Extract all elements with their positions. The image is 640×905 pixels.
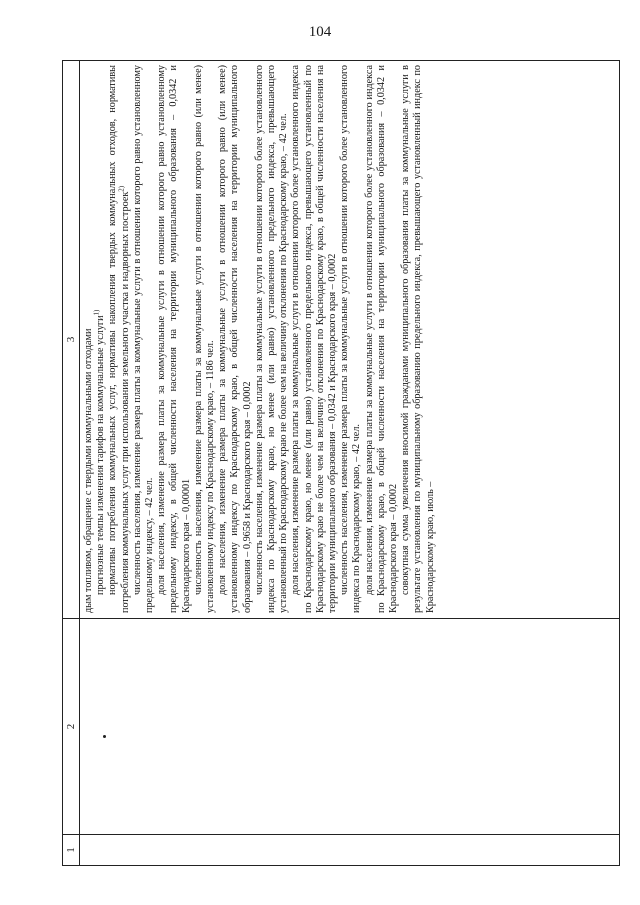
paragraph-text: дым топливом, обращение с твердыми коммунальными отходами <box>83 328 94 613</box>
table-paragraph <box>254 65 291 613</box>
table-paragraph <box>364 65 401 613</box>
paragraph-text: нормативы потребления коммунальных услуг, нормативы накопления твердых коммунальных отходов, нормативы потребления коммунальных услуг при использовании земельного участка и надворных построек <box>107 65 131 613</box>
paragraph-text: численность населения, изменение размера платы за коммунальные услуги в отношении которого более установленного индекса по Краснодарскому краю, – 42 чел. <box>339 65 363 613</box>
column-3-content <box>83 65 615 613</box>
data-table <box>62 60 620 866</box>
table-paragraph <box>193 65 217 613</box>
paragraph-text: доля населения, изменение размера платы за коммунальные услуги в отношении которого более установленного индекса по Краснодарскому краю, но менее (или равно) установленного предельного индекса, превышающего установленный по Краснодарскому краю не более чем на величину отклонения по Краснодарскому краю, в общей численности населения на территории муниципального образования – 0,0342 и Краснодарского края – 0,0002 <box>290 65 339 613</box>
header-col-1: 1 <box>65 847 77 853</box>
footnote-mark: 1) <box>92 309 101 316</box>
page-number: 104 <box>308 24 332 40</box>
paragraph-text: численность населения, изменение размера платы за коммунальные услуги в отношении которого более установленного индекса по Краснодарскому краю, но менее (или равно) установленного предельного индекса, превышающего установленный по Краснодарскому краю не более чем на величину отклонения по Краснодарскому краю, – 42 чел. <box>253 65 290 613</box>
table-paragraph <box>217 65 254 613</box>
table-paragraph <box>400 65 437 613</box>
paragraph-text: доля населения, изменение размера платы за коммунальные услуги в отношении которого равно (или менее) установленному индексу по Краснодарскому краю, в общей численности населения на территории муниципального образования – 0,9658 и Краснодарского края – 0,0002 <box>217 65 253 613</box>
paragraph-text: численность населения, изменение размера платы за коммунальные услуги в отношении которого равно (или менее) установленному индексу по Краснодарскому краю, – 1186 чел. <box>192 65 217 613</box>
table-rotation-frame <box>62 60 620 866</box>
table-paragraph <box>83 65 95 613</box>
rotated-table <box>62 60 620 866</box>
column-divider-2 <box>63 618 619 619</box>
table-paragraph <box>339 65 363 613</box>
table-paragraph <box>290 65 339 613</box>
table-paragraph <box>92 65 107 613</box>
scan-dot-mark <box>103 735 106 738</box>
paragraph-text: численность населения, изменение размера платы за коммунальные услуги в отношении которого равно установленному предельному индексу, – 42 чел. <box>131 65 156 613</box>
paragraph-text: совокупная сумма увеличения вносимой гражданами муниципального образования платы за коммунальные услуги в результате установления по муниципальному образованию предельного индекса, превышающего установленный индекс по Краснодарскому краю, июль – <box>400 65 436 613</box>
column-divider-1 <box>63 834 619 835</box>
table-paragraph <box>132 65 156 613</box>
table-paragraph <box>107 65 131 613</box>
paragraph-text: прогнозные темпы изменения тарифов на коммунальные услуги <box>95 315 107 595</box>
header-col-3: 3 <box>65 336 77 343</box>
footnote-mark: 2) <box>117 185 126 192</box>
paragraph-text: доля населения, изменение размера платы за коммунальные услуги в отношении которого более установленного индекса по Краснодарскому краю, в общей численности населения на территории муниципального образования – 0,0342 и Краснодарского края – 0,0002 <box>363 65 400 613</box>
table-header-row <box>63 61 80 865</box>
paragraph-text: доля населения, изменение размера платы за коммунальные услуги в отношении которого равно установленному предельному индексу, в общей численности населения на территории муниципального образования – 0,0342 и Краснодарского края – 0,00001 <box>156 65 192 613</box>
table-paragraph <box>156 65 193 613</box>
header-col-2: 2 <box>65 723 77 730</box>
